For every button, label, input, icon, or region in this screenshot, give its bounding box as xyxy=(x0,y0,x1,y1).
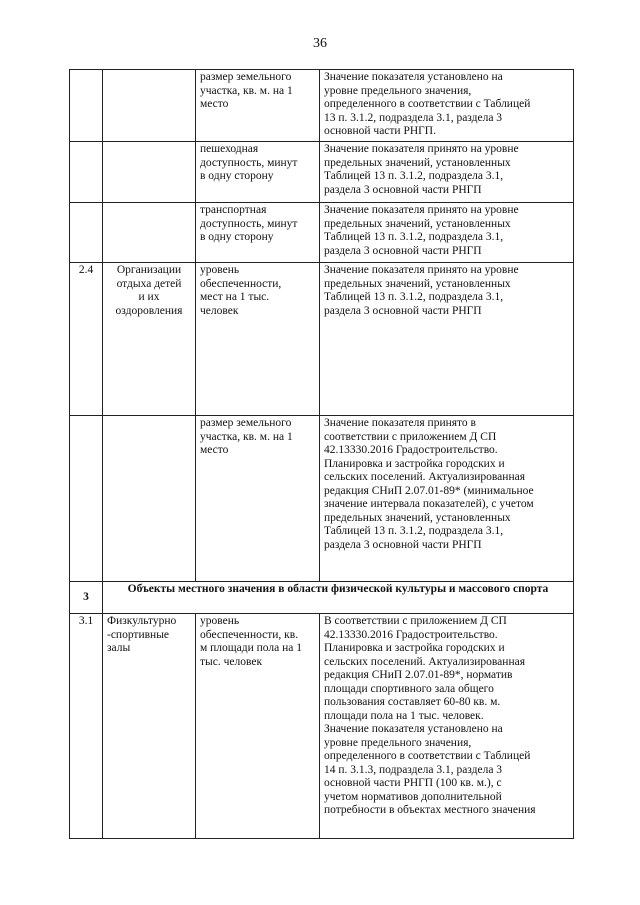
object-name xyxy=(103,142,196,203)
indicator-justification: Значение показателя принято на уровне предельных значений, установленных Таблицей 13 п. 3.1.2, подраздела 3.1, раздела 3 основной части РНГП xyxy=(320,203,574,263)
indicator-name: размер земельного участка, кв. м. на 1 место xyxy=(196,70,320,142)
table-row xyxy=(70,614,574,839)
object-name: Физкультурно -спортивные залы xyxy=(103,614,196,839)
table-row xyxy=(70,416,574,582)
row-number xyxy=(70,416,103,582)
row-number: 2.4 xyxy=(70,263,103,416)
row-number xyxy=(70,142,103,203)
norms-table xyxy=(69,69,574,839)
page-number: 36 xyxy=(313,36,327,51)
row-number xyxy=(70,203,103,263)
row-number: 3.1 xyxy=(70,614,103,839)
table-row xyxy=(70,203,574,263)
indicator-name: пешеходная доступность, минут в одну сторону xyxy=(196,142,320,203)
indicator-justification: Значение показателя принято на уровне предельных значений, установленных Таблицей 13 п. 3.1.2, подраздела 3.1, раздела 3 основной части РНГП xyxy=(320,142,574,203)
table-row xyxy=(70,70,574,142)
indicator-justification: Значение показателя принято на уровне предельных значений, установленных Таблицей 13 п. 3.1.2, подраздела 3.1, раздела 3 основной части РНГП xyxy=(320,263,574,416)
indicator-name: уровень обеспеченности, кв. м площади пола на 1 тыс. человек xyxy=(196,614,320,839)
section-title: Объекты местного значения в области физической культуры и массового спорта xyxy=(103,582,574,614)
table-row xyxy=(70,263,574,416)
object-name: Организации отдыха детей и их оздоровления xyxy=(103,263,196,416)
row-number xyxy=(70,70,103,142)
indicator-justification: Значение показателя принято в соответствии с приложением Д СП 42.13330.2016 Градостроительство. Планировка и застройка городских и сельских поселений. Актуализированная редакция СНиП 2.07.01-89* (минимальное значение интервала показателей), с учетом предельных значений, установленных Таблицей 13 п. 3.1.2, подраздела 3.1, раздела 3 основной части РНГП xyxy=(320,416,574,582)
indicator-name: транспортная доступность, минут в одну сторону xyxy=(196,203,320,263)
indicator-name: размер земельного участка, кв. м. на 1 место xyxy=(196,416,320,582)
section-number: 3 xyxy=(70,582,103,614)
table-row xyxy=(70,142,574,203)
indicator-justification: В соответствии с приложением Д СП 42.13330.2016 Градостроительство. Планировка и застройка городских и сельских поселений. Актуализированная редакция СНиП 2.07.01-89*, норматив площади спортивного зала общего пользования составляет 60-80 кв. м. площади пола на 1 тыс. человек. Значение показателя установлено на уровне предельного значения, определенного в соответствии с Таблицей 14 п. 3.1.3, подраздела 3.1, раздела 3 основной части РНГП (100 кв. м.), с учетом нормативов дополнительной потребности в объектах местного значения xyxy=(320,614,574,839)
object-name xyxy=(103,416,196,582)
indicator-name: уровень обеспеченности, мест на 1 тыс. человек xyxy=(196,263,320,416)
object-name xyxy=(103,203,196,263)
section-header-row xyxy=(70,582,574,614)
indicator-justification: Значение показателя установлено на уровне предельного значения, определенного в соответствии с Таблицей 13 п. 3.1.2, подраздела 3.1, раздела 3 основной части РНГП. xyxy=(320,70,574,142)
object-name xyxy=(103,70,196,142)
